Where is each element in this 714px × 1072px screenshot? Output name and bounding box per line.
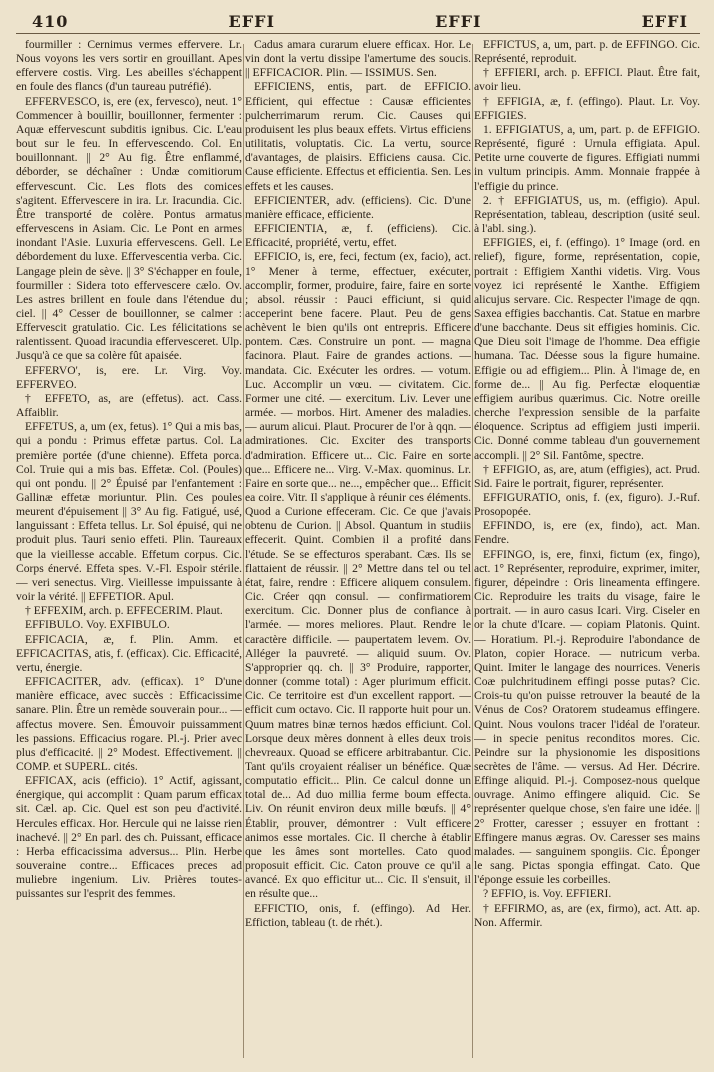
entry: † EFFEXIM, arch. p. EFFECERIM. Plaut. (25, 604, 223, 618)
entry: EFFETUS, a, um (ex, fetus). 1° Qui a mis bas, qui a pondu : Primus effetæ partus. Col. La première portée (d'une chienne). Effeta porca. Col. Truie qui a mis bas. Effetæ. Col. (Poules) qui ont pondu. || 2° Épuisé par l'enfantement : Gallinæ effetæ moriuntur. Plin. Ces poules meurent d'épuisement || 3° Au fig. Fatigué, usé, languissant : Effeta tellus. Lr. Sol épuisé, qui ne produit plus. Tauri senio effeti. Plin. Taureaux que la vieillesse accable. Effetum corpus. Cic. Corps énervé. Effeta spes. V.-Fl. Espoir stérile. — veri senectus. Virg. Vieillesse impuissante à voir la vérité. || EFFETIOR. Apul. (16, 420, 242, 604)
entry: Cadus amara curarum eluere efficax. Hor. Le vin dont la vertu dissipe l'amertume des soucis. || EFFICACIOR. Plin. — ISSIMUS. Sen. (245, 38, 471, 80)
entry: EFFICIENS, entis, part. de EFFICIO. Efficient, qui effectue : Causæ efficientes pulcherrimarum rerum. Cic. Causes qui produisent les plus beaux effets. Virtus efficiens utilitatis, voluptatis. Cic. La vertu, source d'avantages, de plaisirs. Efficiens causa. Cic. Cause efficiente. Effectus et efficientia. Sen. Les effets et les causes. (245, 80, 471, 193)
entry: 1. EFFIGIATUS, a, um, part. p. de EFFIGIO. Représenté, figuré : Urnula effigiata. Apul. Petite urne couverte de figures. Effigiati nummi in vultum principis. Amm. Monnaie frappée à l'effigie du prince. (474, 122, 700, 193)
entry: EFFICACIA, æ, f. Plin. Amm. et EFFICACITAS, atis, f. (efficax). Cic. Efficacité, vertu, énergie. (16, 632, 242, 674)
entry: † EFFETO, as, are (effetus). act. Cass. Affaiblir. (16, 391, 242, 420)
column-left (16, 38, 242, 1064)
entry: EFFIGIES, ei, f. (effingo). 1° Image (ord. en relief), figure, forme, représentation, copie, portrait : Effigiem Xanthi videtis. Virg. Vous voyez ici représenté le Xanthe. Effigiem alicujus servare. Cic. Respecter l'image de qqn. Saxea effigies bacchantis. Cat. Statue en marbre d'une bacchante. Deus sit effigies hominis. Cic. Que Dieu soit l'image de l'homme. Dea effigie humana. Tac. Déesse sous la figure humaine. Effigie ou ad effigiem... Plin. À l'image de, en forme de... || Au fig. Perfectæ eloquentiæ effigiem auribus quærimus. Cic. Notre oreille cherche l'expression sensible de la parfaite éloquence. Scriptus ad effigiem justi imperii. Cic. Donné comme tableau d'un gouvernement accompli. || 2° Sil. Fantôme, spectre. (474, 236, 700, 462)
entry: EFFINDO, is, ere (ex, findo), act. Man. Fendre. (474, 519, 700, 547)
entry: † EFFIRMO, as, are (ex, firmo), act. Att. ap. Non. Affermir. (474, 901, 700, 929)
running-header (16, 0, 700, 34)
column-right (474, 38, 700, 1064)
entry: ? EFFIO, is. Voy. EFFIERI. (483, 887, 612, 901)
entry: fourmiller : Cernimus vermes effervere. Lr. Nous voyons les vers sortir en grouillant. Apes effervere costis. Virg. Les abeilles s'échappent en foule des flancs (d'un taureau putréfié). (16, 38, 242, 94)
entry: EFFERVO', is, ere. Lr. Virg. Voy. EFFERVEO. (16, 363, 242, 391)
header-right-word: EFFI (641, 12, 688, 31)
entry: EFFICTUS, a, um, part. p. de EFFINGO. Cic. Représenté, reproduit. (474, 38, 700, 66)
entry: EFFICTIO, onis, f. (effingo). Ad Her. Effiction, tableau (t. de rhét.). (245, 901, 471, 929)
entry: EFFERVESCO, is, ere (ex, fervesco), neut. 1° Commencer à bouillir, bouillonner, fermenter : Aquæ effervescunt subditis ignibus. Cic. L'eau bout sur le feu. In effervescendo. Col. En bouillonnant. || 2° Au fig. Être enflammé, déborder, se déchaîner : Undæ comitiorum effervescunt. Cic. Les flots des comices s'agitent. Effervescere in ira. Lr. Iracundia. Cic. Être transporté de colère. Pontus armatus effervescens in Asiam. Cic. Le Pont en armes inondant l'Asie. Luxuria effervescens. Gell. Le débordement du luxe. Effervescentia verba. Cic. Langage plein de sève. || 3° S'échapper en foule, fourmiller : Sidera toto effervescere cælo. Ov. Les astres brillent en foule dans l'étendue du ciel. || 4° Cesser de bouillonner, se calmer : Effervescit gratulatio. Cic. Les félicitations se ralentissent. Quoad iracundia effervesceret. Ulp. Jusqu'à ce que sa colère fût apaisée. (16, 94, 242, 363)
entry: EFFICACITER, adv. (efficax). 1° D'une manière efficace, avec succès : Efficacissime sanare. Plin. Être un remède souverain pour... — affectus movere. Sen. Émouvoir puissamment les passions. Efficacius rogare. Pl.-j. Prier avec plus d'efficacité. || 2° Modest. Effectivement. || COMP. et SUPERL. cités. (16, 675, 242, 773)
entry: EFFICAX, acis (efficio). 1° Actif, agissant, énergique, qui accomplit : Quam parum efficax sit. Cæl. ap. Cic. Quel est son peu d'activité. Hercules efficax. Hor. Hercule qui ne laisse rien inachevé. || 2° En parl. des ch. Puissant, efficace : Herba efficacissima adversus... Plin. Herbe souveraine contre... Efficaces preces ad muliebre ingenium. Liv. Prières toutes-puissantes sur l'esprit des femmes. (16, 774, 242, 901)
column-divider (243, 44, 244, 1058)
column-divider (472, 44, 473, 1058)
entry: EFFICIENTIA, æ, f. (efficiens). Cic. Efficacité, propriété, vertu, effet. (245, 222, 471, 250)
entry: EFFICIENTER, adv. (efficiens). Cic. D'une manière efficace, efficiente. (245, 193, 471, 221)
entry: † EFFIGIA, æ, f. (effingo). Plaut. Lr. Voy. EFFIGIES. (474, 94, 700, 122)
entry: EFFIBULO. Voy. EXFIBULO. (25, 618, 170, 632)
entry: EFFICIO, is, ere, feci, fectum (ex, facio), act. 1° Mener à terme, effectuer, exécuter, accomplir, former, produire, faire, faire en sorte ; absol. réussir : Pauci efficiunt, si quid acceperint bene facere. Plaut. Peu de gens achèvent le bien qu'ils ont entrepris. Efficere pontem. Cæs. Construire un pont. — magna facinora. Plaut. Faire de grandes actions. — mandata. Cic. Exécuter les ordres. — votum. Luc. Accomplir un vœu. — civitatem. Cic. Former une cité. — exercitum. Liv. Lever une armée. — morbos. Hirt. Amener des maladies. — aurum alicui. Plaut. Procurer de l'or à qqn. — admirationes. Cic. Exciter des transports d'admiration. Efficere ut... Cic. Faire en sorte que... Efficere ne... Virg. V.-Max. quominus. Lr. Faire en sorte que... ne..., empêcher que... Efficit ea coire. Vitr. Il s'applique à réunir ces éléments. Quod a Curione effeceram. Cic. Ce que j'avais obtenu de Curion. || Absol. Quantum in studiis effecerit. Quint. Combien il a profité dans l'étude. Se se effecturos sperabant. Cæs. Ils se flattaient de réussir. || 2° Mettre dans tel ou tel état, faire, rendre : Efficere aliquem consulem. Cic. Créer qqn consul. — confirmatiorem exercitum. Cic. Donner plus de confiance à l'armée. — mores meliores. Plaut. Rendre le caractère difficile. — paupertatem levem. Ov. Alléger la pauvreté. — aliquid suum. Ov. S'approprier qq. ch. || 3° Produire, rapporter, donner (comme total) : Ager plurimum efficit. Cic. Ce territoire est d'un excellent rapport. — efficit cum octavo. Cic. Il rapporte huit pour un. Quum matres binæ ternos hædos efficiunt. Col. Lorsque deux mères donnent à elles deux trois chevreaux. Quoad se efficere arbitrabantur. Cic. Tant qu'ils croyaient réaliser un bénéfice. Quæ computatio efficit... Plin. Ce calcul donne un total de... Ad duo millia ferme boum effecta. Liv. On réunit environ deux mille bœufs. || 4° Établir, prouver, démontrer : Vult efficere animos esse mortales. Cic. Il cherche à établir que les âmes sont mortelles. Cato quod proposuit efficit. Cic. Caton prouve ce qu'il a avancé. Ex quo efficitur ut... Cic. Il s'ensuit, il en résulte que... (245, 250, 471, 901)
entry: 2. † EFFIGIATUS, us, m. (effigio). Apul. Représentation, tableau, description (usité seul. à l'abl. sing.). (474, 193, 700, 236)
page-number: 410 (32, 12, 69, 31)
columns (16, 34, 700, 1064)
entry: EFFIGURATIO, onis, f. (ex, figuro). J.-Ruf. Prosopopée. (474, 491, 700, 519)
column-middle (245, 38, 471, 1064)
entry: EFFINGO, is, ere, finxi, fictum (ex, fingo), act. 1° Représenter, reproduire, exprimer, imiter, figurer, dépeindre : Oris lineamenta effingere. Cic. Reproduire les traits du visage, faire le portrait. — in auro casus Icari. Virg. Ciseler en or la chute d'Icare. — copiam Platonis. Quint. — Horatium. Pl.-j. Reproduire l'abondance de Platon, copier Horace. — nutricum verba. Quint. Imiter le langage des nourrices. Veneris Coæ pulchritudinem effingi posse putas? Cic. Crois-tu qu'on puisse retrouver la beauté de la Vénus de Cos? Oratorem studeamus effingere. Quint. Nous voulons tracer l'idéal de l'orateur. — in specie penitus reconditos mores. Cic. Peindre sur la physionomie les dispositions secrètes de l'âme. — versus. Ad Her. Décrire. Effinge aliquid. Pl.-j. Composez-nous quelque ouvrage. Animo effingere aliquid. Cic. Se représenter quelque chose, s'en faire une idée. || 2° Frotter, caresser ; essuyer en frottant : Effingere manus ægras. Ov. Caresser ses mains malades. — sanguinem spongiis. Cic. Éponger le sang. Pictas spongia effingat. Cato. Que l'éponge essuie les corbeilles. (474, 547, 700, 887)
entry: † EFFIERI, arch. p. EFFICI. Plaut. Être fait, avoir lieu. (474, 66, 700, 94)
entry: † EFFIGIO, as, are, atum (effigies), act. Prud. Sid. Faire le portrait, figurer, représenter. (474, 462, 700, 490)
header-left-word: EFFI (228, 12, 275, 31)
header-center-word: EFFI (435, 12, 482, 31)
